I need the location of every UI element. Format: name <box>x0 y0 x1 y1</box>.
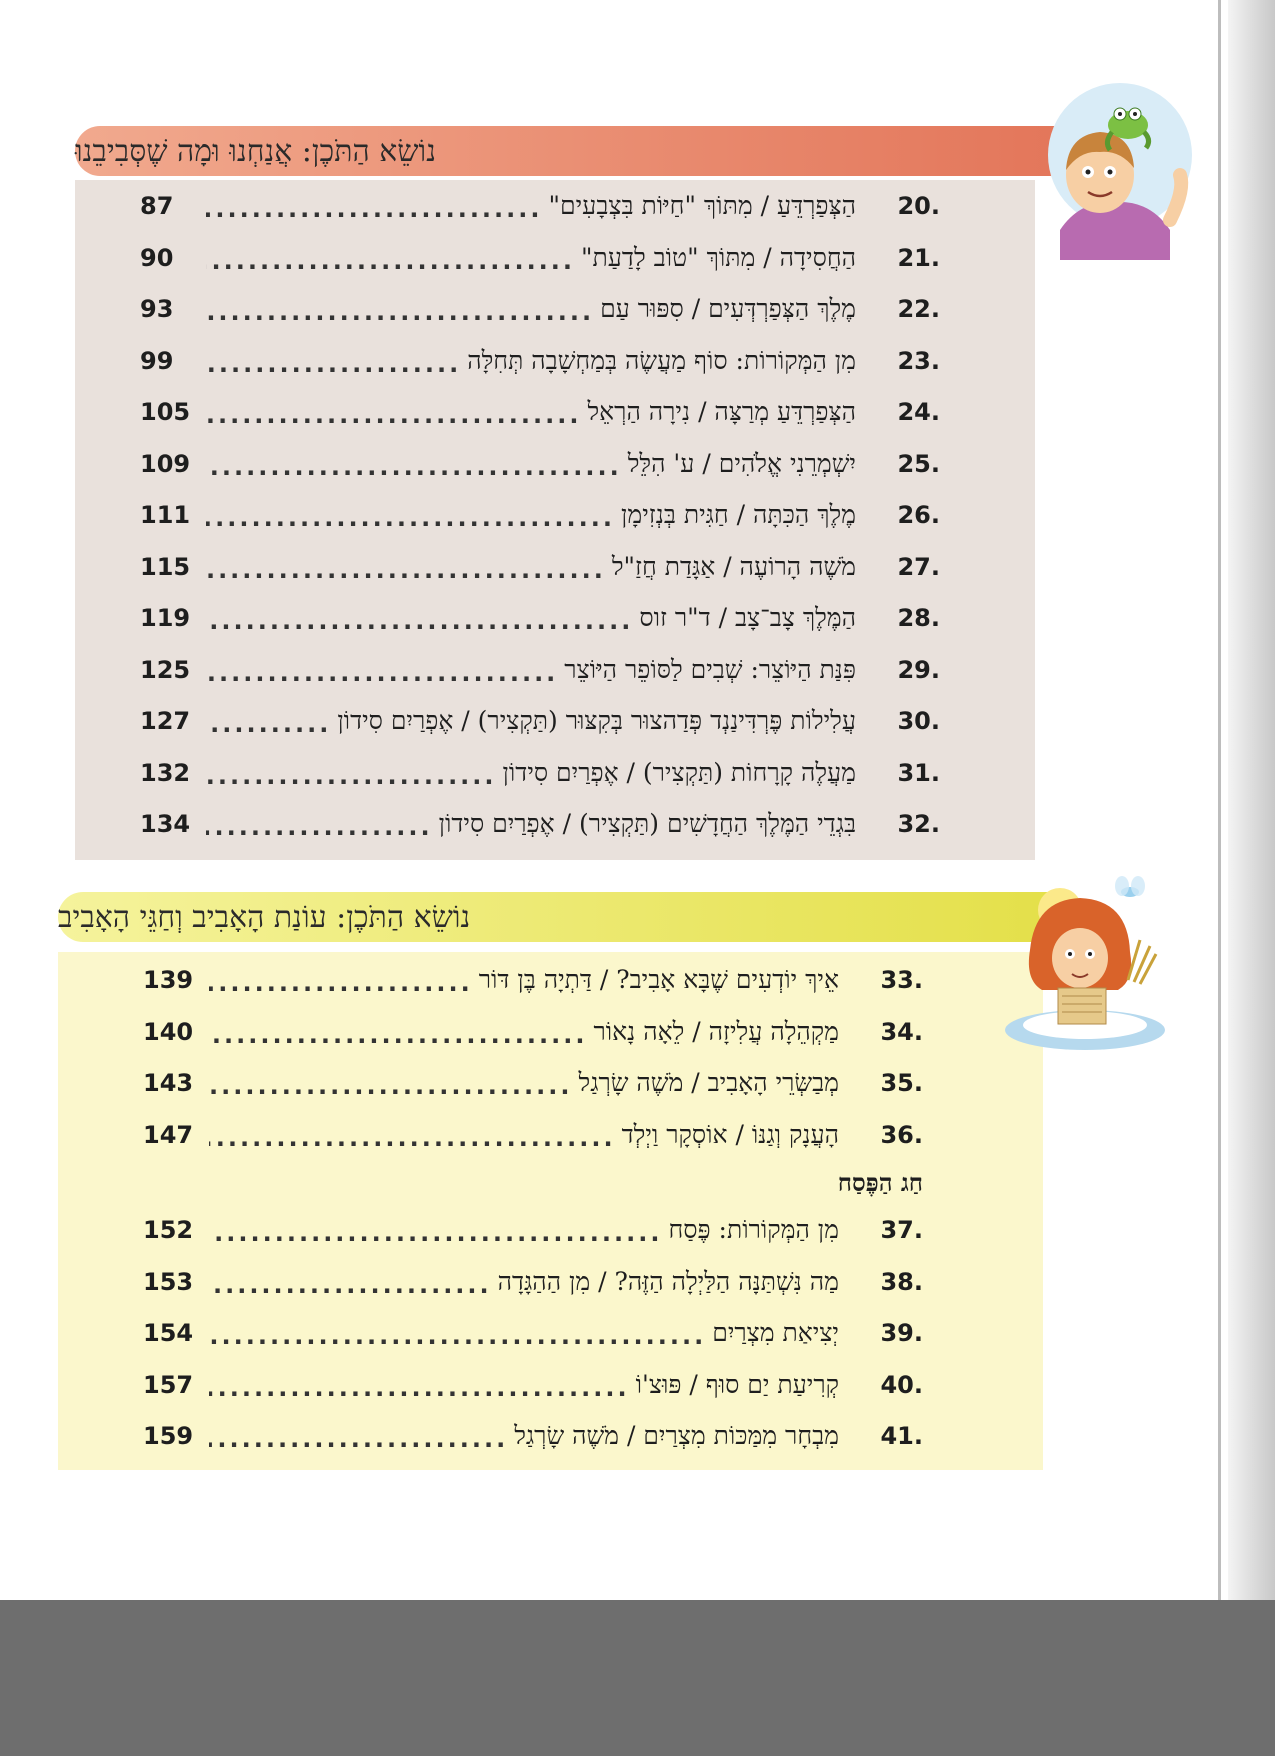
toc-entry <box>75 289 1035 329</box>
entry-title: מֶלֶךְ הַכִּתָּה / חַגִּית בְּנְזִימָן <box>621 500 856 529</box>
toc-entry <box>75 444 1035 484</box>
entry-number: 32. <box>897 810 940 838</box>
entry-title: יִשְׁמְרֵנִי אֱלֹהִים / ע' הִלֵּל <box>627 448 856 478</box>
entry-number: 25. <box>897 449 940 478</box>
entry-page-number: 109 <box>140 449 191 478</box>
toc-entry <box>58 1313 1043 1353</box>
dot-leader <box>209 1068 573 1098</box>
entry-number: 23. <box>897 346 940 375</box>
entry-page-number: 132 <box>140 758 191 787</box>
entry-number: 39. <box>880 1319 923 1347</box>
dot-leader <box>206 552 606 582</box>
entry-number: 20. <box>897 192 940 220</box>
toc-entry <box>58 1416 1043 1456</box>
entry-title: מְבַשְּׂרֵי הָאָבִיב / מֹשֶׁה שָׂרְגַל <box>578 1068 839 1097</box>
entry-title: אֵיךְ יוֹדְעִים שֶׁבָּא אָבִיב? / דַּתְיָה בֶּן דּוֹר <box>478 965 839 994</box>
toc-entry <box>75 392 1035 432</box>
entry-number: 37. <box>880 1216 923 1244</box>
entry-page-number: 90 <box>140 243 174 272</box>
entry-page-number: 154 <box>143 1319 194 1347</box>
toc-entry <box>58 1210 1043 1250</box>
toc-entry <box>58 1012 1043 1052</box>
entry-page-number: 119 <box>140 604 191 632</box>
dot-leader <box>206 706 331 736</box>
toc-entry <box>58 1365 1043 1405</box>
entry-number: 21. <box>897 243 940 272</box>
dot-leader <box>209 1120 616 1150</box>
entry-page-number: 140 <box>143 1017 194 1046</box>
dot-leader <box>209 1370 630 1400</box>
toc-entry <box>58 1063 1043 1103</box>
entry-number: 29. <box>897 655 940 684</box>
dot-leader <box>206 809 433 839</box>
toc-entry <box>75 495 1035 535</box>
entry-page-number: 99 <box>140 346 174 375</box>
entry-number: 30. <box>897 707 940 735</box>
toc-entry <box>75 804 1035 844</box>
toc-entry <box>75 701 1035 741</box>
dot-leader <box>206 294 594 324</box>
entry-title: מִן הַמְּקוֹרוֹת: סוֹף מַעֲשֶׂה בְּמַחְשָׁבָה תְּחִלָּה <box>467 345 856 375</box>
dot-leader <box>206 243 575 273</box>
entry-number: 36. <box>880 1120 923 1149</box>
entry-title: קְרִיעַת יַם סוּף / פּוּצ'וֹ <box>635 1369 839 1399</box>
entry-number: 40. <box>880 1370 923 1399</box>
toc-section-2 <box>58 888 1043 1470</box>
dot-leader <box>209 1017 588 1047</box>
entry-number: 24. <box>897 398 940 426</box>
entry-page-number: 134 <box>140 810 191 838</box>
dot-leader <box>206 191 543 221</box>
entry-page-number: 127 <box>140 707 191 735</box>
toc-entry <box>75 547 1035 587</box>
dot-leader <box>206 346 461 376</box>
entry-number: 22. <box>897 295 940 323</box>
dot-leader <box>206 397 581 427</box>
toc-section-1 <box>75 100 1035 860</box>
entry-page-number: 152 <box>143 1216 194 1244</box>
entry-number: 35. <box>880 1069 923 1097</box>
entry-title: מִבְחָר מִמַּכּוֹת מִצְרַיִם / מֹשֶׁה שָׂרְגַל <box>514 1421 839 1450</box>
entry-title: מֶלֶךְ הַצְּפַרְדְּעִים / סִפּוּר עַם <box>600 294 856 323</box>
entry-page-number: 157 <box>143 1370 194 1399</box>
entry-number: 26. <box>897 501 940 529</box>
entry-number: 31. <box>897 758 940 787</box>
entry-number: 41. <box>880 1422 923 1450</box>
toc-entry <box>75 650 1035 690</box>
passover-subheading: חַג הַפֶּסַח <box>837 1168 923 1197</box>
dot-leader <box>206 758 497 788</box>
dot-leader <box>209 965 473 995</box>
entry-page-number: 147 <box>143 1120 194 1149</box>
entry-page-number: 139 <box>143 966 194 994</box>
entry-page-number: 125 <box>140 655 191 684</box>
dot-leader <box>209 1318 706 1348</box>
entry-page-number: 93 <box>140 295 174 323</box>
entry-number: 38. <box>880 1267 923 1296</box>
entry-number: 34. <box>880 1017 923 1046</box>
toc-entry <box>75 238 1035 278</box>
toc-entry <box>58 1115 1043 1155</box>
toc-entry <box>75 341 1035 381</box>
entry-title: הָעֲנָק וְגַנּוֹ / אוֹסְקָר וַיְלְד <box>621 1119 839 1149</box>
toc-entry <box>75 753 1035 793</box>
dot-leader <box>206 655 558 685</box>
entry-number: 27. <box>897 552 940 581</box>
dot-leader <box>209 1215 662 1245</box>
section-1-title: נוֹשֵׂא הַתֹּכֶן: אֲנַחְנוּ וּמָה שֶׁסְּבִיבֵנוּ <box>75 133 436 169</box>
entry-number: 33. <box>880 966 923 994</box>
dot-leader <box>206 500 615 530</box>
scan-bottom-shadow <box>0 1600 1275 1756</box>
dot-leader <box>206 603 633 633</box>
entry-page-number: 111 <box>140 501 191 529</box>
dot-leader <box>206 449 622 479</box>
toc-entry <box>75 186 1035 226</box>
entry-title: מֹשֶׁה הָרוֹעֶה / אַגָּדַת חֲזַ"ל <box>611 551 856 581</box>
section-1-banner <box>75 126 1065 176</box>
section-2-banner <box>58 892 1048 942</box>
entry-title: בִּגְדֵי הַמֶּלֶךְ הַחֲדָשִׁים (תַּקְצִיר) / אֶפְרַיִם סִידוֹן <box>438 809 856 838</box>
entry-title: מַעֲלֶה קָרָחוֹת (תַּקְצִיר) / אֶפְרַיִם סִידוֹן <box>502 757 856 787</box>
boy-with-frog-illustration <box>1020 80 1200 260</box>
entry-page-number: 153 <box>143 1267 194 1296</box>
entry-title: מַקְהֵלָה עֲלִיזָה / לֵאָה נָאוֹר <box>593 1016 839 1046</box>
entry-title: יְצִיאַת מִצְרַיִם <box>712 1318 839 1347</box>
section-2-title: נוֹשֵׂא הַתֹּכֶן: עוֹנַת הָאָבִיב וְחַגֵּי הָאָבִיב <box>58 899 471 935</box>
entry-title: הַחֲסִידָה / מִתּוֹךְ "טוֹב לָדַעַת" <box>581 242 856 272</box>
girl-with-matzah-illustration <box>1000 870 1170 1060</box>
page-edge-shadow <box>1228 0 1275 1600</box>
entry-page-number: 87 <box>140 192 174 220</box>
entry-page-number: 159 <box>143 1422 194 1450</box>
entry-page-number: 143 <box>143 1069 194 1097</box>
entry-title: הַצְּפַרְדֵּעַ / מִתּוֹךְ "חַיּוֹת בִּצְבָעִים" <box>548 191 856 220</box>
toc-entry <box>58 960 1043 1000</box>
entry-number: 28. <box>897 604 940 632</box>
entry-page-number: 105 <box>140 398 191 426</box>
dot-leader <box>209 1421 508 1451</box>
entry-title: עֲלִילוֹת פֶּרְדִּינַנְד פְּדַהצוּר בְּקִצּוּר (תַּקְצִיר) / אֶפְרַיִם סִידוֹן <box>337 706 856 735</box>
entry-title: מִן הַמְּקוֹרוֹת: פֶּסַח <box>668 1215 839 1244</box>
toc-entry <box>75 598 1035 638</box>
entry-title: הַמֶּלֶךְ צָב־צָב / ד"ר זוס <box>639 603 856 632</box>
dot-leader <box>209 1267 492 1297</box>
page-fold-line <box>1218 0 1221 1600</box>
entry-title: מַה נִּשְׁתַּנָּה הַלַּיְלָה הַזֶּה? / מִן הַהַגָּדָה <box>497 1266 839 1296</box>
entry-title: הַצְּפַרְדֵּעַ מְרַצָּה / נִירָה הַרְאֵל <box>587 397 856 426</box>
entry-title: פִּנַּת הַיּוֹצֵר: שְׁבִים לַסּוֹפֵר הַיּוֹצֵר <box>564 654 856 684</box>
entry-page-number: 115 <box>140 552 191 581</box>
toc-entry <box>58 1262 1043 1302</box>
